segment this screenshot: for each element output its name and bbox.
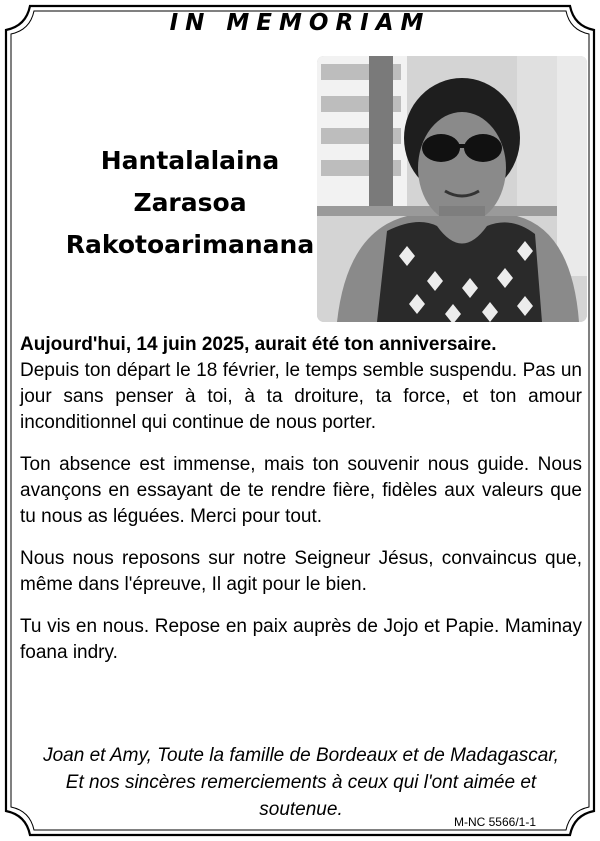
name-line-first: Hantalalaina (100, 146, 280, 175)
paragraph-intro (20, 332, 582, 436)
paragraph-1-text: Depuis ton départ le 18 février, le temps semble suspendu. Pas un jour sans penser à toi, à ta droiture, ta force, et ton amour inconditionnel qui continue de nous porter. (20, 360, 582, 433)
signature-block (20, 742, 582, 823)
message-body (20, 332, 582, 682)
signature-line-1: Joan et Amy, Toute la famille de Bordeaux et de Madagascar, (43, 745, 559, 766)
name-line-last: Rakotoarimanana (65, 230, 315, 259)
portrait-photo (317, 56, 587, 322)
paragraph-2: Ton absence est immense, mais ton souvenir nous guide. Nous avançons en essayant de te rendre fière, fidèles aux valeurs que tu nous as léguées. Merci pour tout. (20, 454, 582, 527)
paragraph-4: Tu vis en nous. Repose en paix auprès de Jojo et Papie. Maminay foana indry. (20, 616, 582, 663)
signature-line-2: Et nos sincères remerciements à ceux qui l'ont aimée et (65, 772, 537, 793)
reference-code: M-NC 5566/1-1 (453, 815, 536, 829)
signature-line-3: soutenue. (259, 799, 343, 820)
anniversary-lead: Aujourd'hui, 14 juin 2025, aurait été ton anniversaire. (20, 334, 497, 355)
memoriam-heading: IN MEMORIAM (169, 10, 431, 36)
name-line-middle: Zarasoa (133, 188, 247, 217)
paragraph-3: Nous nous reposons sur notre Seigneur Jésus, convaincus que, même dans l'épreuve, Il agit pour le bien. (20, 548, 582, 595)
deceased-name (40, 140, 340, 266)
